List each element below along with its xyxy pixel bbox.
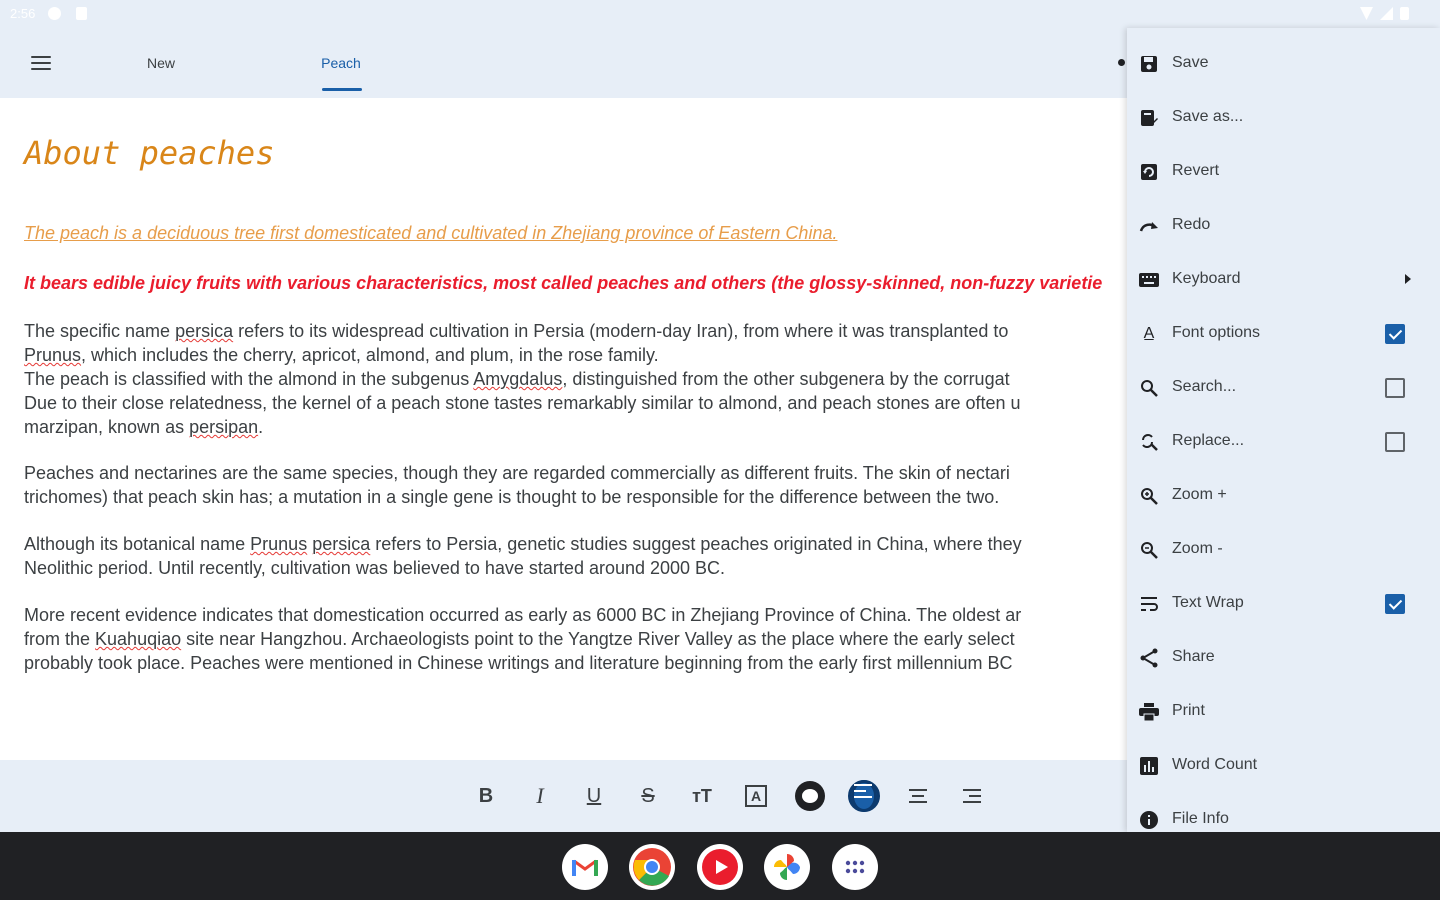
menu-item-revert[interactable]: Revert bbox=[1127, 145, 1440, 199]
info-icon bbox=[1139, 810, 1159, 830]
overflow-menu-anchor bbox=[1118, 59, 1125, 66]
menu-item-save[interactable]: Save bbox=[1127, 37, 1440, 91]
align-center-icon[interactable] bbox=[900, 778, 936, 814]
editor-line: More recent evidence indicates that domestication occurred as early as 6000 BC in Zhejiang Province of China. The oldest ar bbox=[24, 605, 1022, 625]
editor-line: Prunus, which includes the cherry, apricot, almond, and plum, in the rose family. bbox=[24, 345, 659, 365]
word-count-icon bbox=[1139, 756, 1159, 776]
photos-icon[interactable] bbox=[764, 844, 810, 890]
menu-item-redo[interactable]: Redo bbox=[1127, 199, 1440, 253]
editor-line: The specific name persica refers to its widespread cultivation in Persia (modern-day Iran), from where it was transplanted to bbox=[24, 321, 1009, 341]
hamburger-menu-icon[interactable] bbox=[26, 50, 56, 76]
active-tab-indicator bbox=[322, 88, 362, 91]
search-icon bbox=[1139, 378, 1159, 398]
misspelled-word: Amygdalus bbox=[473, 369, 563, 389]
font-color-button[interactable]: A bbox=[738, 778, 774, 814]
menu-item-zoom-out[interactable]: Zoom - bbox=[1127, 523, 1440, 577]
keyboard-icon bbox=[1139, 270, 1159, 290]
status-time: 2:56 bbox=[10, 6, 36, 21]
overflow-menu bbox=[1127, 28, 1440, 832]
document-status-icon bbox=[76, 7, 87, 20]
menu-item-file-info[interactable]: File Info bbox=[1127, 793, 1440, 832]
zoom-out-icon bbox=[1139, 540, 1159, 560]
replace-icon bbox=[1139, 432, 1159, 452]
save-icon bbox=[1139, 54, 1159, 74]
gmail-icon[interactable] bbox=[562, 844, 608, 890]
editor-line: Although its botanical name Prunus persica refers to Persia, genetic studies suggest peaches originated in China, where they bbox=[24, 534, 1022, 554]
misspelled-word: persica bbox=[312, 534, 371, 554]
menu-item-share[interactable]: Share bbox=[1127, 631, 1440, 685]
strikethrough-button[interactable]: S bbox=[641, 784, 655, 807]
revert-icon bbox=[1139, 162, 1159, 182]
editor-line: Due to their close relatedness, the kernel of a peach stone tastes remarkably similar to almond, and peach stones are often u bbox=[24, 393, 1021, 413]
format-toolbar bbox=[0, 760, 1127, 832]
replace-checkbox[interactable] bbox=[1385, 432, 1405, 452]
signal-icon bbox=[1380, 7, 1393, 20]
underline-button[interactable]: U bbox=[586, 784, 602, 807]
font-options-checkbox[interactable] bbox=[1385, 324, 1405, 344]
editor-line: Peaches and nectarines are the same species, though they are regarded commercially as different fruits. The skin of nectari bbox=[24, 463, 1010, 483]
menu-item-zoom-in[interactable]: Zoom + bbox=[1127, 469, 1440, 523]
misspelled-word: Kuahuqiao bbox=[95, 629, 182, 649]
align-left-icon[interactable] bbox=[846, 778, 882, 814]
submenu-arrow-icon bbox=[1405, 274, 1411, 284]
save-as-icon bbox=[1139, 108, 1159, 128]
editor-line: The peach is a deciduous tree first domesticated and cultivated in Zhejiang province of Eastern China. bbox=[24, 223, 838, 243]
bold-button[interactable]: B bbox=[478, 784, 494, 807]
editor-line: marzipan, known as persipan. bbox=[24, 417, 264, 437]
document-heading: About peaches bbox=[24, 134, 275, 172]
zoom-in-icon bbox=[1139, 486, 1159, 506]
print-icon bbox=[1139, 702, 1159, 722]
menu-item-word-count[interactable]: Word Count bbox=[1127, 739, 1440, 793]
misspelled-word: persipan bbox=[189, 417, 259, 437]
tab-new[interactable]: New bbox=[146, 55, 175, 71]
misspelled-word: persica bbox=[175, 321, 234, 341]
editor-line: It bears edible juicy fruits with various characteristics, most called peaches and others (the glossy-skinned, non-fuzzy varietie bbox=[24, 273, 1103, 293]
menu-item-text-wrap[interactable]: Text Wrap bbox=[1127, 577, 1440, 631]
menu-item-replace[interactable]: Replace... bbox=[1127, 415, 1440, 469]
editor-line: trichomes) that peach skin has; a mutation in a single gene is thought to be responsible for the difference between the two. bbox=[24, 487, 1000, 507]
status-bar bbox=[0, 0, 1440, 28]
menu-item-search[interactable]: Search... bbox=[1127, 361, 1440, 415]
menu-item-print[interactable]: Print bbox=[1127, 685, 1440, 739]
battery-icon bbox=[1400, 7, 1409, 20]
highlight-color-icon[interactable] bbox=[792, 778, 828, 814]
text-size-button[interactable]: тT bbox=[692, 785, 712, 806]
misspelled-word: Prunus bbox=[250, 534, 308, 554]
wrap-icon bbox=[1139, 594, 1159, 614]
misspelled-word: Prunus bbox=[24, 345, 82, 365]
chrome-icon[interactable] bbox=[629, 844, 675, 890]
text-editor[interactable] bbox=[0, 98, 1127, 760]
editor-line: Neolithic period. Until recently, cultivation was believed to have started around 2000 BC. bbox=[24, 558, 726, 578]
redo-icon bbox=[1139, 216, 1159, 236]
text-wrap-checkbox[interactable] bbox=[1385, 594, 1405, 614]
notification-icon bbox=[48, 7, 61, 20]
font-icon: A̲ bbox=[1143, 325, 1155, 342]
menu-item-font-options[interactable]: A̲ Font options bbox=[1127, 307, 1440, 361]
app-launcher-icon[interactable] bbox=[832, 844, 878, 890]
system-taskbar bbox=[0, 832, 1440, 900]
menu-item-save-as[interactable]: Save as... bbox=[1127, 91, 1440, 145]
editor-line: The peach is classified with the almond in the subgenus Amygdalus, distinguished from the other subgenera by the corrugat bbox=[24, 369, 1010, 389]
wifi-icon bbox=[1360, 7, 1373, 20]
editor-line: probably took place. Peaches were mentioned in Chinese writings and literature beginning from the early first millennium BC bbox=[24, 653, 1013, 673]
align-right-icon[interactable] bbox=[954, 778, 990, 814]
italic-button[interactable]: I bbox=[536, 783, 544, 808]
menu-item-keyboard[interactable]: Keyboard bbox=[1127, 253, 1440, 307]
share-icon bbox=[1139, 648, 1159, 668]
search-checkbox[interactable] bbox=[1385, 378, 1405, 398]
tab-peach[interactable]: Peach bbox=[321, 55, 361, 71]
youtube-icon[interactable] bbox=[697, 844, 743, 890]
editor-line: from the Kuahuqiao site near Hangzhou. Archaeologists point to the Yangtze River Valley as the place where the early select bbox=[24, 629, 1015, 649]
